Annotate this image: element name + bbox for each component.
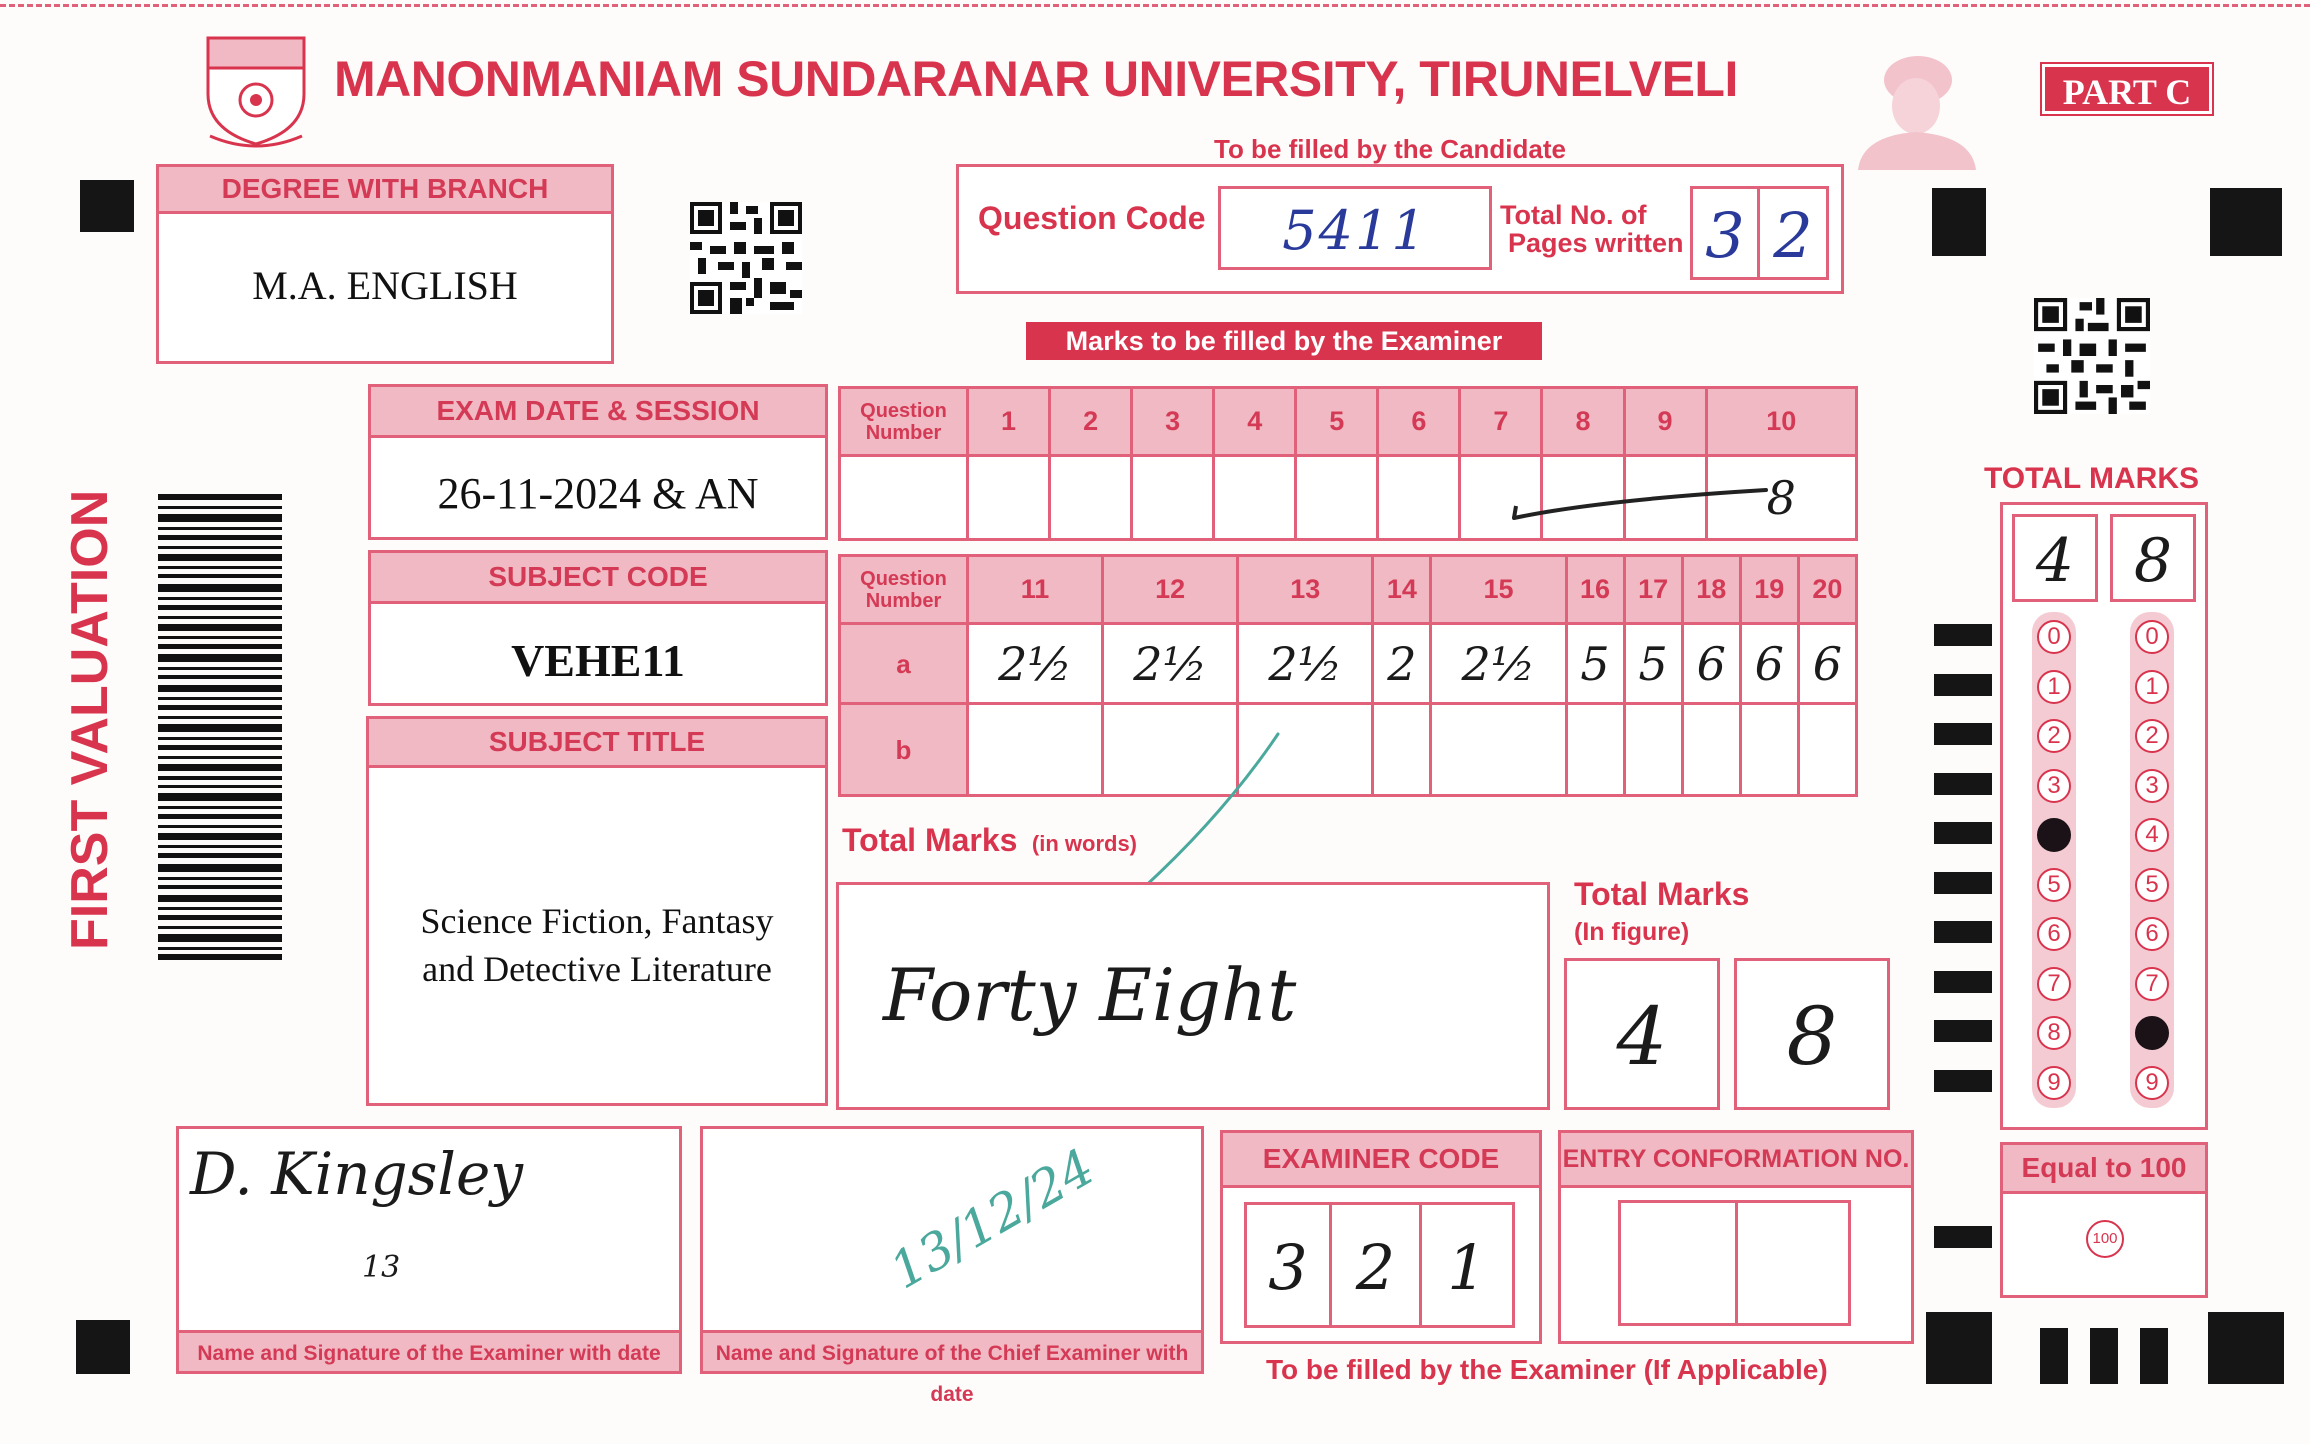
exam-date-label: EXAM DATE & SESSION [371,387,825,438]
total-words-sub: (in words) [1031,831,1138,856]
examiner-code-digit-3[interactable]: 1 [1419,1202,1515,1328]
mark-cell-15a[interactable]: 2½ [1431,624,1566,704]
subject-title-line2: and Detective Literature [422,949,772,989]
part-badge: PART C [2042,64,2212,114]
omr-bubble-tens-3[interactable]: 3 [2037,769,2071,803]
question-number-8: 8 [1542,388,1624,456]
total-words-field[interactable]: Forty Eight [836,882,1550,1110]
examiner-signature-note: 13 [362,1250,401,1285]
omr-bubble-tens-0[interactable]: 0 [2037,620,2071,654]
examiner-signature-label: Name and Signature of the Examiner with date [179,1330,679,1371]
total-words-label [842,822,1137,859]
mark-cell-13a[interactable]: 2½ [1238,624,1373,704]
chief-signature[interactable]: 13/12/24 [880,1137,1105,1301]
question-number-1: 1 [968,388,1050,456]
timing-mark-0 [1934,624,1992,646]
examiner-code-digit-1[interactable]: 3 [1244,1202,1332,1328]
question-number-18: 18 [1682,556,1740,624]
omr-bubble-units-9[interactable]: 9 [2135,1066,2169,1100]
timing-mark-9 [1934,1070,1992,1092]
subject-code-value: VEHE11 [511,635,685,686]
pages-digit-2[interactable]: 2 [1757,186,1829,280]
question-number-9: 9 [1624,388,1706,456]
omr-bubble-units-3[interactable]: 3 [2135,769,2169,803]
timing-mark-7 [1934,971,1992,993]
timing-mark-1 [1934,674,1992,696]
mark-cell-11a[interactable]: 2½ [968,624,1103,704]
timing-mark-extra [1934,1226,1992,1248]
question-number-label-line1: Question [860,399,947,422]
mark-cell-10[interactable]: 8 [1706,456,1856,540]
question-code-label: Question Code [978,200,1206,236]
equal-to-100-bubble[interactable]: 100 [2086,1220,2124,1258]
total-figure-sub: (In figure) [1574,918,1690,946]
examiner-marks-banner: Marks to be filled by the Examiner [1026,322,1542,360]
question-number-15: 15 [1431,556,1566,624]
row-a-label: a [840,624,968,704]
omr-bubble-units-7[interactable]: 7 [2135,967,2169,1001]
omr-bubble-units-8[interactable]: 8 [2135,1016,2169,1050]
timing-mark-4 [1934,822,1992,844]
question-number-16: 16 [1566,556,1624,624]
mark-cell-18a[interactable]: 6 [1682,624,1740,704]
omr-bubble-tens-1[interactable]: 1 [2037,670,2071,704]
omr-bubble-tens-9[interactable]: 9 [2037,1066,2071,1100]
first-valuation-label: FIRST VALUATION [61,489,119,950]
total-words-title: Total Marks [842,822,1018,858]
omr-bubble-tens-2[interactable]: 2 [2037,719,2071,753]
question-number-6: 6 [1378,388,1460,456]
omr-bubble-units-0[interactable]: 0 [2135,620,2169,654]
omr-bubble-tens-5[interactable]: 5 [2037,868,2071,902]
timing-mark-3 [1934,773,1992,795]
examiner-signature[interactable]: D. Kingsley [190,1140,524,1208]
degree-label: DEGREE WITH BRANCH [159,167,611,214]
omr-bubble-units-5[interactable]: 5 [2135,868,2169,902]
exam-date-value: 26-11-2024 & AN [437,469,759,518]
omr-bubble-units-4[interactable]: 4 [2135,818,2169,852]
omr-bubble-units-2[interactable]: 2 [2135,719,2169,753]
pages-digit-1[interactable]: 3 [1690,186,1760,280]
subject-title-line1: Science Fiction, Fantasy [420,901,774,941]
entry-conformation-digit-1[interactable] [1618,1200,1738,1326]
examiner-code-label: EXAMINER CODE [1223,1133,1539,1188]
question-number-3: 3 [1132,388,1214,456]
candidate-note: To be filled by the Candidate [1214,134,1566,164]
examiner-code-digit-2[interactable]: 2 [1329,1202,1422,1328]
university-name: MANONMANIAM SUNDARANAR UNIVERSITY, TIRUNELVELI [334,51,1738,107]
total-figure-digit-1[interactable]: 4 [1564,958,1720,1110]
omr-bubble-tens-6[interactable]: 6 [2037,917,2071,951]
mark-cell-14a[interactable]: 2 [1373,624,1431,704]
chief-signature-label: Name and Signature of the Chief Examiner with date [703,1330,1201,1371]
timing-mark-2 [1934,723,1992,745]
question-number-12: 12 [1103,556,1238,624]
subject-code-label: SUBJECT CODE [371,553,825,604]
subject-title-label: SUBJECT TITLE [369,719,825,768]
question-number-label-2-line1: Question [860,567,947,590]
total-figure-label: Total Marks [1574,876,1750,912]
question-number-14: 14 [1373,556,1431,624]
question-number-10: 10 [1706,388,1856,456]
total-figure-digit-2[interactable]: 8 [1734,958,1890,1110]
question-number-11: 11 [968,556,1103,624]
pages-label-line2: Pages written [1508,228,1684,258]
question-code-field[interactable]: 5411 [1218,186,1492,270]
timing-mark-6 [1934,921,1992,943]
omr-bubble-units-1[interactable]: 1 [2135,670,2169,704]
equal-to-label: Equal to 100 [2003,1145,2205,1194]
mark-cell-17a[interactable]: 5 [1624,624,1682,704]
question-number-17: 17 [1624,556,1682,624]
mark-cell-12a[interactable]: 2½ [1103,624,1238,704]
question-number-label-line2: Number [865,421,942,444]
question-number-7: 7 [1460,388,1542,456]
question-number-13: 13 [1238,556,1373,624]
timing-mark-8 [1934,1020,1992,1042]
entry-conformation-label: ENTRY CONFORMATION NO. [1561,1133,1911,1188]
mark-cell-16a[interactable]: 5 [1566,624,1624,704]
omr-total-marks-label: TOTAL MARKS [1984,462,2199,495]
omr-bubble-units-6[interactable]: 6 [2135,917,2169,951]
omr-bubble-tens-4[interactable]: 4 [2037,818,2071,852]
omr-units-digit[interactable]: 8 [2110,514,2196,602]
row-b-label: b [840,704,968,796]
timing-mark-5 [1934,872,1992,894]
question-number-19: 19 [1740,556,1798,624]
omr-bubble-tens-7[interactable]: 7 [2037,967,2071,1001]
mark-cell-19a[interactable]: 6 [1740,624,1798,704]
footer-note: To be filled by the Examiner (If Applicable) [1266,1354,1828,1385]
omr-tens-digit[interactable]: 4 [2012,514,2098,602]
mark-cell-20a[interactable]: 6 [1798,624,1856,704]
degree-value: M.A. ENGLISH [252,263,518,308]
omr-bubble-tens-8[interactable]: 8 [2037,1016,2071,1050]
question-number-5: 5 [1296,388,1378,456]
question-number-2: 2 [1050,388,1132,456]
pages-label-line1: Total No. of [1500,200,1647,230]
question-number-20: 20 [1798,556,1856,624]
entry-conformation-digit-2[interactable] [1735,1200,1851,1326]
question-number-4: 4 [1214,388,1296,456]
question-number-label-2-line2: Number [865,589,942,612]
